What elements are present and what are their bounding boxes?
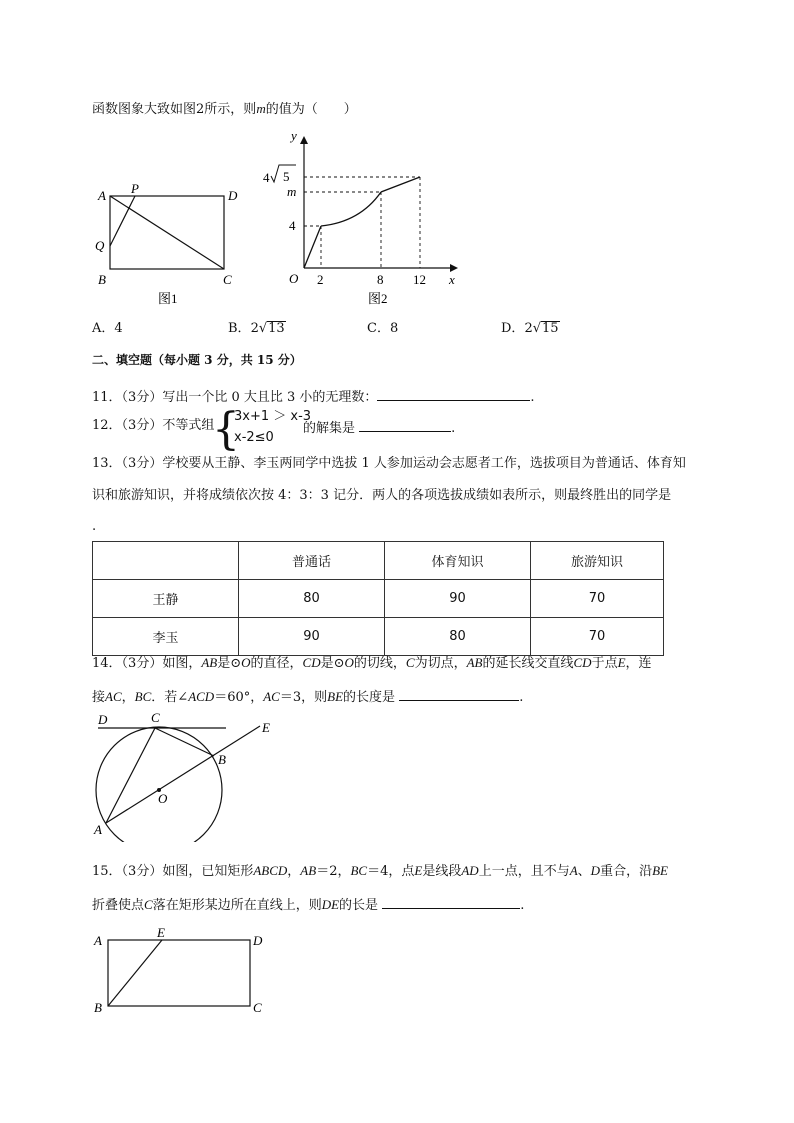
fig2-tick-x8: 8 — [377, 272, 384, 287]
q14-label-a: A — [94, 822, 102, 837]
fig2-y-arrow — [300, 136, 308, 144]
table-cell: 90 — [239, 618, 385, 656]
fig2-x-arrow — [450, 264, 458, 272]
fig2-tick-ym: m — [287, 184, 297, 199]
table-cell: 王静 — [93, 580, 239, 618]
q13-line1: 13．（3分）学校要从王静、李玉两同学中选拔 1 人参加运动会志愿者工作，选拔项目为普通话、体育知 — [92, 456, 686, 471]
figure-2-graph — [260, 126, 470, 311]
q15-label-e: E — [157, 925, 165, 940]
fig2-tick-x12: 12 — [413, 272, 426, 287]
fig2-label-origin: O — [289, 271, 299, 286]
section-title: 二、填空题（每小题 3 分，共 15 分） — [92, 353, 302, 367]
fig2-curve-seg2 — [321, 192, 381, 226]
q12-inequality-2: x-2≤0 — [234, 430, 274, 445]
q14-segment-ac — [106, 728, 155, 823]
q15-answer-blank[interactable] — [382, 894, 520, 909]
q13-line3: . — [92, 519, 97, 534]
figure-q14-circle — [88, 706, 288, 842]
q10-option-c[interactable]: C．8 — [367, 321, 399, 336]
q12-brace: { — [212, 404, 240, 455]
q15-label-b: B — [94, 1000, 102, 1015]
fig1-caption: 图1 — [158, 291, 178, 306]
q11: 11．（3分）写出一个比 0 大且比 3 小的无理数： . — [92, 386, 535, 407]
q10-option-d[interactable]: D．2√15 — [501, 321, 559, 336]
q14-label-c: C — [151, 710, 160, 725]
q15-line2: 折叠使点C落在矩形某边所在直线上，则DE的长是 . — [92, 894, 524, 915]
q12-inequality-1: 3x+1 ＞ x-3 — [234, 409, 312, 424]
q15-label-c: C — [253, 1000, 262, 1015]
table-cell: 90 — [385, 580, 531, 618]
fig2-tick-y4: 4 — [289, 218, 296, 233]
table-cell: 70 — [531, 580, 664, 618]
fig1-label-d: D — [228, 188, 238, 203]
q13-line2: 识和旅游知识，并将成绩依次按 4：3：3 记分．两人的各项选拔成绩如表所示，则最终胜出的同学是 — [92, 488, 672, 503]
fig2-label-y: y — [291, 128, 297, 143]
fig1-label-c: C — [223, 272, 232, 287]
table-cell: 80 — [239, 580, 385, 618]
q15-label-d: D — [253, 933, 263, 948]
fig2-curve-seg1 — [304, 226, 321, 268]
q15-rect — [108, 940, 250, 1006]
fig2-tick-y4root5-rad: 5 — [283, 169, 290, 184]
q15-segment-be — [108, 940, 162, 1006]
radical-icon: √ — [258, 321, 268, 336]
q14-line2: 接AC，BC．若∠ACD＝60°，AC＝3，则BE的长度是 . — [92, 686, 523, 707]
q14-line1: 14．（3分）如图，AB是⊙O的直径，CD是⊙O的切线，C为切点，AB的延长线交直线CD于点E，连 — [92, 655, 652, 671]
table-cell: 李玉 — [93, 618, 239, 656]
score-table — [92, 541, 664, 656]
figure-q15-rectangle — [90, 924, 275, 1019]
table-cell: 70 — [531, 618, 664, 656]
q10-stem: 函数图象大致如图2所示，则m的值为（ ） — [92, 101, 357, 117]
fig2-tick-x2: 2 — [317, 272, 324, 287]
q15-line1: 15．（3分）如图，已知矩形ABCD，AB＝2，BC＝4，点E是线段AD上一点，且不与A、D重合，沿BE — [92, 863, 668, 879]
figure-1-rectangle — [90, 180, 250, 310]
q14-label-b: B — [218, 752, 226, 767]
q14-answer-blank[interactable] — [399, 686, 519, 701]
q11-answer-blank[interactable] — [377, 386, 530, 401]
table-row — [93, 580, 664, 618]
fig1-label-b: B — [98, 272, 106, 287]
q12-lead: 12．（3分）不等式组 — [92, 418, 215, 433]
q10-option-b[interactable]: B．2√13 — [228, 321, 285, 336]
q14-circle — [96, 727, 222, 842]
fig2-caption: 图2 — [368, 291, 388, 306]
q12-answer-blank[interactable] — [359, 417, 451, 432]
fig2-curve-seg3 — [381, 177, 420, 192]
fig2-label-x: x — [449, 272, 455, 287]
q14-line-ae — [106, 726, 260, 823]
table-row — [93, 618, 664, 656]
q14-label-e: E — [262, 720, 270, 735]
radical-icon: √ — [532, 321, 542, 336]
fig1-label-a: A — [98, 188, 106, 203]
table-header-row — [93, 542, 664, 580]
q14-label-o: O — [158, 791, 168, 806]
table-cell: 80 — [385, 618, 531, 656]
fig1-diagonal-ac — [110, 196, 224, 269]
q10-option-a[interactable]: A．4 — [92, 321, 123, 336]
table-header-cell: 普通话 — [239, 542, 385, 580]
table-header-cell — [93, 542, 239, 580]
table-header-cell: 体育知识 — [385, 542, 531, 580]
fig2-dashed-guides — [304, 177, 420, 268]
q15-label-a: A — [94, 933, 102, 948]
fig1-label-p: P — [131, 181, 139, 196]
q12-tail: 的解集是 . — [303, 417, 455, 438]
fig1-label-q: Q — [95, 238, 105, 253]
table-header-cell: 旅游知识 — [531, 542, 664, 580]
q14-label-d: D — [98, 712, 108, 727]
fig2-tick-y4root5-coef: 4 — [263, 170, 270, 185]
